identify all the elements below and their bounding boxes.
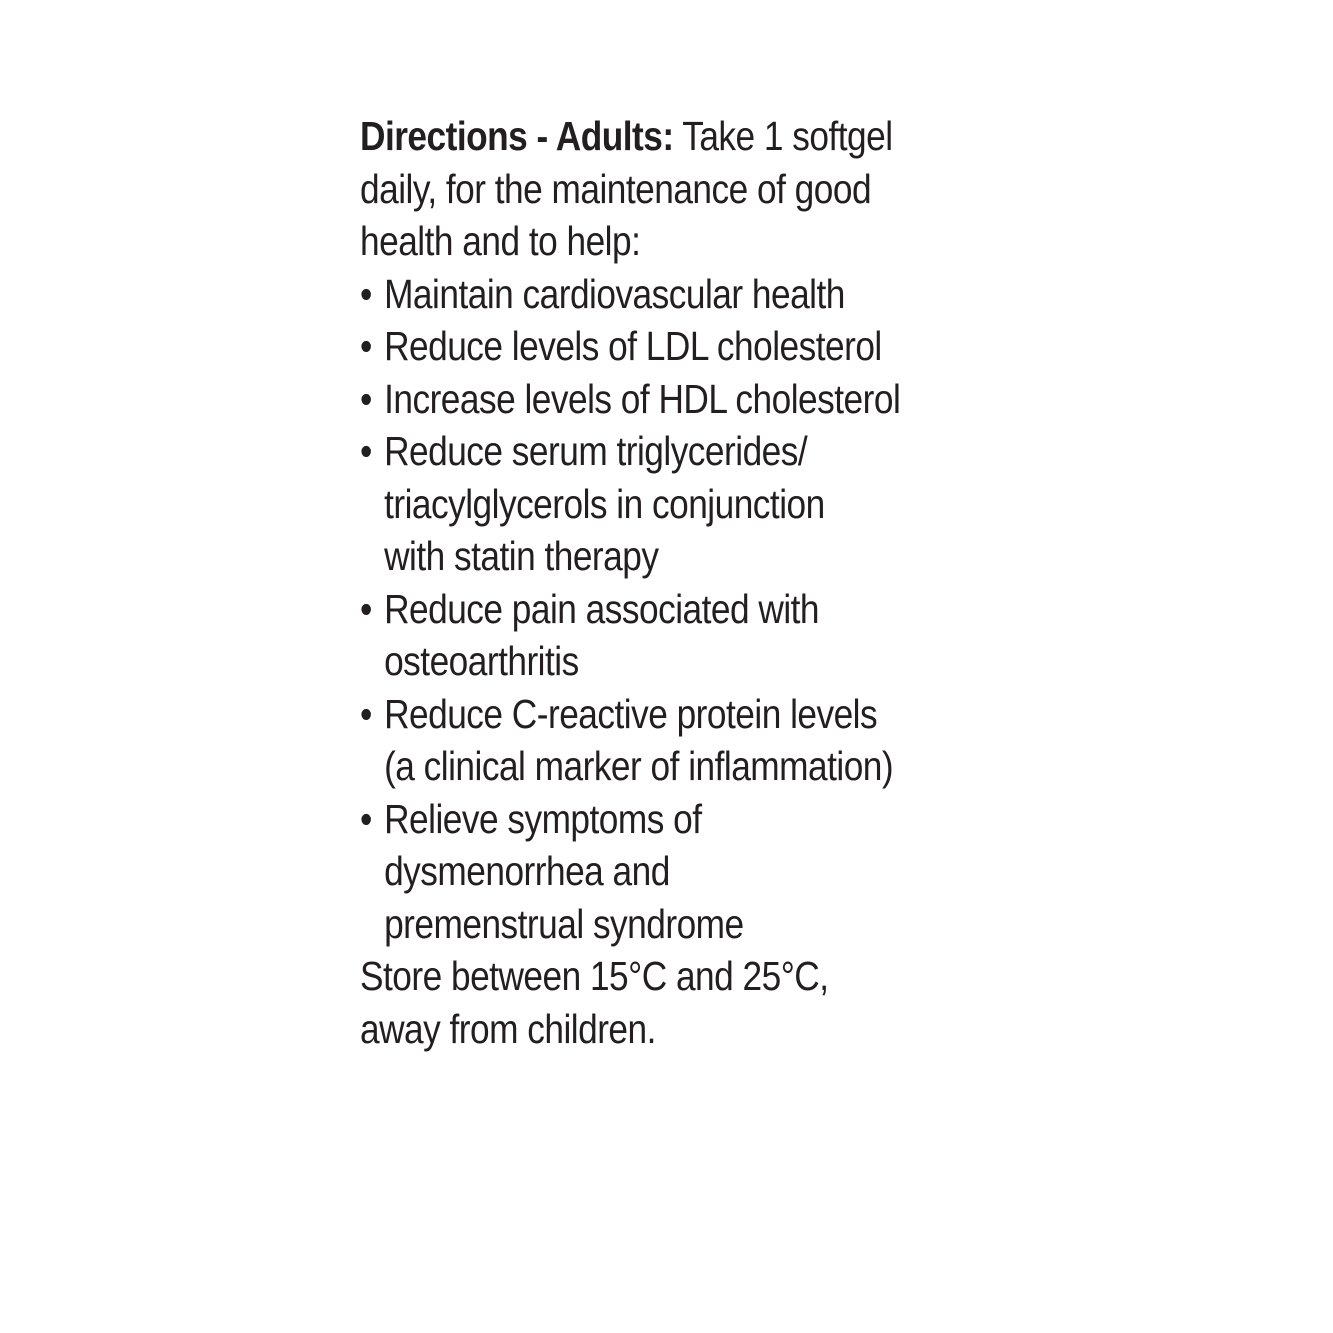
list-item-line: triacylglycerols in conjunction (384, 480, 825, 527)
directions-intro-text: Take 1 softgel (682, 113, 893, 159)
list-item-line: premenstrual syndrome (384, 900, 744, 947)
bullet-icon: • (360, 375, 372, 422)
list-item-line: Reduce levels of LDL cholesterol (384, 323, 882, 369)
bullet-icon: • (360, 323, 372, 369)
storage-line-1: Store between 15°C and 25°C, (360, 953, 829, 999)
list-item-line: (a clinical marker of inflammation) (384, 743, 894, 789)
list-item-line: Increase levels of HDL cholesterol (384, 375, 901, 422)
list-item-line: Reduce serum triglycerides/ (384, 428, 808, 474)
directions-intro-line-1 (360, 110, 910, 163)
list-item-line: Reduce pain associated with (384, 585, 820, 632)
list-item (360, 793, 1000, 951)
bullet-icon: • (360, 795, 372, 842)
list-item-line: osteoarthritis (384, 638, 579, 684)
list-item (360, 373, 1000, 426)
bullet-icon: • (360, 428, 372, 474)
list-item (360, 268, 1000, 321)
benefits-list (360, 268, 1000, 951)
list-item-line: Relieve symptoms of (384, 795, 702, 842)
list-item-line: dysmenorrhea and (384, 848, 670, 894)
list-item-line: Maintain cardiovascular health (384, 270, 845, 317)
directions-label (360, 110, 1000, 1055)
directions-intro-line-3: health and to help: (360, 218, 641, 264)
directions-heading: Directions - Adults: (360, 113, 674, 159)
list-item (360, 425, 1000, 583)
storage-line-2: away from children. (360, 1005, 656, 1052)
directions-intro-line-2: daily, for the maintenance of good (360, 165, 872, 212)
bullet-icon: • (360, 690, 372, 737)
list-item (360, 688, 1000, 793)
list-item-line: with statin therapy (384, 533, 659, 579)
bullet-icon: • (360, 270, 372, 317)
list-item (360, 583, 1000, 688)
list-item (360, 320, 1000, 373)
list-item-line: Reduce C-reactive protein levels (384, 690, 878, 737)
bullet-icon: • (360, 585, 372, 632)
